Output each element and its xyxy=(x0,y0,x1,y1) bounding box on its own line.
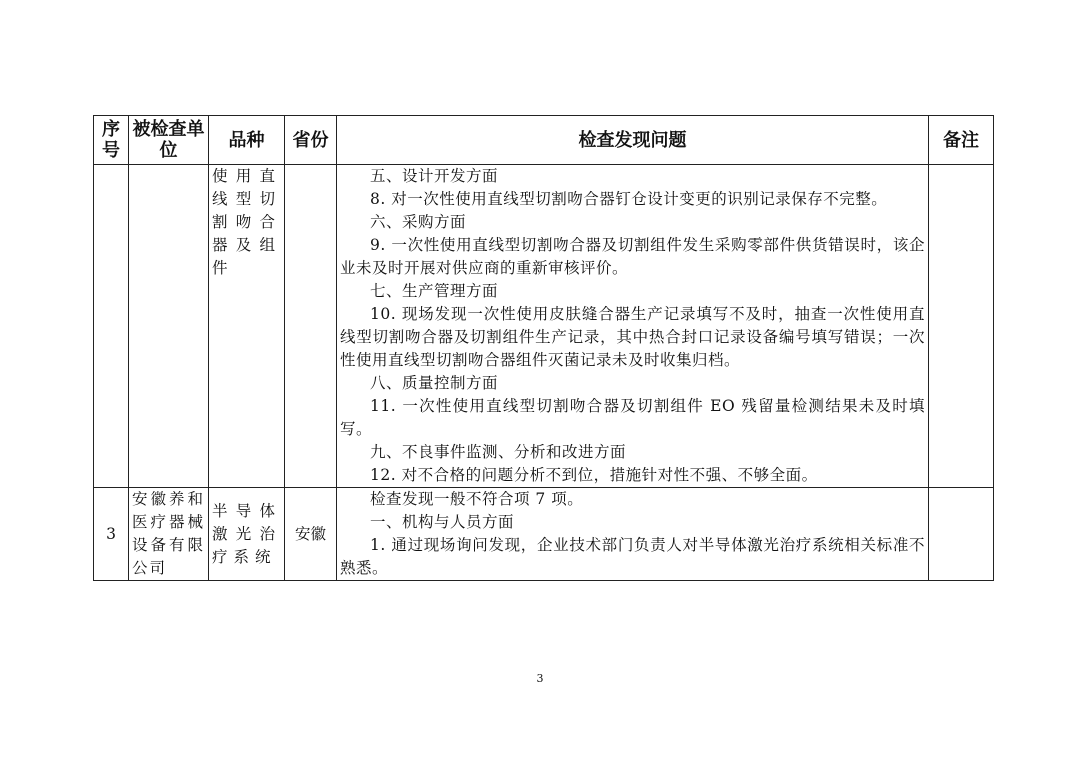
issue-line: 11. 一次性使用直线型切割吻合器及切割组件 EO 残留量检测结果未及时填写。 xyxy=(340,397,925,438)
cell-item: 半导体激光治疗系统 xyxy=(209,488,285,581)
cell-province xyxy=(285,165,337,488)
issue-line: 八、质量控制方面 xyxy=(370,374,499,392)
issue-line: 六、采购方面 xyxy=(370,213,467,231)
header-no: 序号 xyxy=(94,116,129,165)
header-note: 备注 xyxy=(929,116,994,165)
issue-line: 一、机构与人员方面 xyxy=(370,513,515,531)
header-province: 省份 xyxy=(285,116,337,165)
cell-issues xyxy=(337,165,929,488)
cell-issues xyxy=(337,488,929,581)
issue-line: 8. 对一次性使用直线型切割吻合器钉仓设计变更的识别记录保存不完整。 xyxy=(370,190,888,208)
cell-note xyxy=(929,165,994,488)
cell-unit: 安徽养和医疗器械设备有限公司 xyxy=(129,488,209,581)
issue-line: 九、不良事件监测、分析和改进方面 xyxy=(370,443,627,461)
issue-line: 五、设计开发方面 xyxy=(370,167,499,185)
issue-line: 1. 通过现场询问发现，企业技术部门负责人对半导体激光治疗系统相关标准不熟悉。 xyxy=(340,536,925,577)
cell-province: 安徽 xyxy=(285,488,337,581)
cell-no xyxy=(94,165,129,488)
cell-item: 使用直线型切割吻合器及组件 xyxy=(209,165,285,488)
table-row xyxy=(94,488,994,581)
issue-line: 9. 一次性使用直线型切割吻合器及切割组件发生采购零部件供货错误时，该企业未及时开展对供应商的重新审核评价。 xyxy=(340,236,925,277)
inspection-table xyxy=(93,115,994,581)
header-unit: 被检查单位 xyxy=(129,116,209,165)
table-header-row xyxy=(94,116,994,165)
header-item: 品种 xyxy=(209,116,285,165)
header-issues: 检查发现问题 xyxy=(337,116,929,165)
table-row xyxy=(94,165,994,488)
cell-note xyxy=(929,488,994,581)
cell-unit xyxy=(129,165,209,488)
issue-line: 检查发现一般不符合项 7 项。 xyxy=(370,490,584,508)
issue-line: 10. 现场发现一次性使用皮肤缝合器生产记录填写不及时，抽查一次性使用直线型切割吻合器及切割组件生产记录，其中热合封口记录设备编号填写错误；一次性使用直线型切割吻合器组件灭菌记录未及时收集归档。 xyxy=(340,305,925,369)
page-number: 3 xyxy=(536,672,544,685)
issue-line: 12. 对不合格的问题分析不到位，措施针对性不强、不够全面。 xyxy=(370,466,818,484)
issue-line: 七、生产管理方面 xyxy=(370,282,499,300)
cell-no: 3 xyxy=(94,488,129,581)
